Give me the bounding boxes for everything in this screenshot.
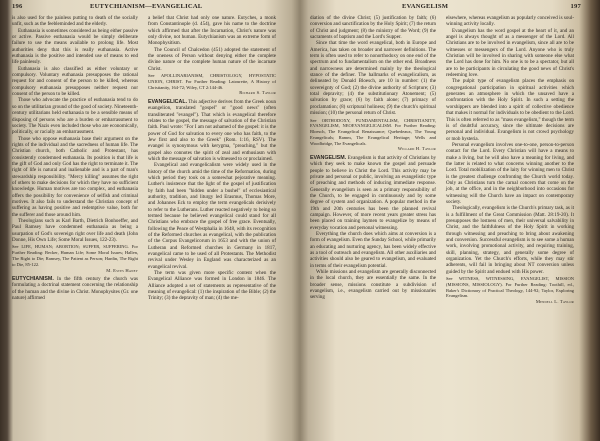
paragraph: elsewhere, whereas evangelism as popularly conceived is soul-winning activity locally. — [446, 15, 574, 28]
author-signature: Willard H. Taylor — [397, 146, 436, 152]
paragraph: Evangelical and evangelicalism were widely used in the history of the church amid the time of the Reformation, during which period they took on a somewhat pejorative meaning. Luther's insistence that the light of the gospel of justification by faith had been "hidden under a bushel" of ecclesiastical authority, tradition, and liturgy led Erasmus, Thomas More, and Johannes Eck to employ the term evangelicals derisively to refer to the Lutherans. Luther reacted negatively to being so termed because he believed evangelical could stand for all Christians who embrace the gospel of free grace. Eventually, following the Peace of Westphalia in 1648, with its recognition of the Reformed churches as evangelical, with the publication of the Corpus Evangelicorum in 1653 and with the union of Lutheran and Reformed churches in Germany in 1817, evangelical came to be used of all Protestants. The Methodist revival under Wesley in England was characterized as an evangelical revival. — [148, 162, 276, 270]
left-column-2 — [148, 15, 276, 302]
paragraph: Everything the church does which aims at conversion is a form of evangelism. Even the Sunday School, while primarily an educating and nurturing agency, has been widely effective as a tool of outreach and evangelism. All other auxiliaries and activities should also be geared to evangelism, and evaluated in terms of their evangelism potential. — [310, 230, 436, 269]
paragraph: Theologically, evangelism is the Church's primary task, as it is a fulfillment of the Great Commission (Matt. 28:19-20). It presupposes the lostness of men, their universal salvability in Christ, and the faithfulness of the Holy Spirit in working through witnessing and preaching to bring about awakening and conversion. Successful evangelism is to see some a human work, involving promotional activity, and requiring training, skill, planning, strategy, and generally some degree of organization. Yet the Church's efforts, while they may stir adherents, will fail in bringing about NT conversion unless guided by the Spirit and endued with His power. — [446, 205, 574, 275]
entry-evangelical — [148, 99, 276, 162]
entry-keyword: EVANGELISM. — [310, 154, 347, 161]
right-page-header — [304, 3, 589, 13]
paragraph: Euthanasia is also classified as either voluntary or compulsory. Voluntary euthanasia presupposes the rational request for and consent of the person to be killed, whereas compulsory euthanasia presupposes neither request nor consent of the person to be killed. — [12, 65, 138, 98]
entry-text: In the fifth century the church was formulating a doctrinal statement concerning the relationship of the human and the divine in Christ. Monophysites (Gr. one nature) affirmed — [12, 275, 138, 301]
entry-keyword: EVANGELICAL. — [148, 98, 188, 105]
entry-text: This adjective derives from the Greek noun euangelion, translated "gospel" or "good news" (often transliterated "evangel"). That which is evangelical therefore relates to the gospel, the message of salvation of the Christian faith. Paul wrote: "For I am not ashamed of the gospel: it is the power of God for salvation to every one who has faith, to the Jew first and also to the Greek" (Rom. 1:16, RSV). The evangel is synonymous with kerygma, "preaching," but the gospel also connotes the spirit of zeal and enthusiasm with which the message of salvation is witnessed to or proclaimed. — [148, 98, 276, 162]
paragraph: a belief that Christ had only one nature. Eutyches, a monk from Constantinople (d. 454), gave his name to the doctrine which affirmed that after the Incarnation, Christ's nature was only divine, not human. Eutychianism was an extreme form of Monophysitism. — [148, 15, 276, 47]
entry-evangelism — [310, 155, 436, 231]
left-column-1 — [12, 15, 138, 301]
paragraph: The Council of Chalcedon (451) adopted the statement of the oneness of Person without denying either the complete divine nature or the complete human nature of the incarnate Christ. — [148, 46, 276, 72]
cross-reference: See APOLLINARIANISM, CHRISTOLOGY, HYPOSTATIC UNION, CHRIST. For Further Reading: Latourette, A History of Christianity, 164-72; Wiley, CT 2:144-46. — [148, 73, 276, 90]
cross-reference: See ORTHODOXY, FUNDAMENTALISM, CHRISTIANITY, EVANGELISM, NEOEVANGELICALISM. For Further Reading: Bloesch, The Evangelical Renaissance; Quebedeaux, The Young Evangelicals; Ramm, The Evangelical Heritage; Wells and Woodbridge, The Evangelicals. — [310, 117, 436, 146]
right-page — [304, 0, 589, 441]
paragraph: Those who advocate the practice of euthanasia tend to do so on the utilitarian ground of the good of society. Nineteenth-century utilitarians held euthanasia to be a sensible means of disposing of persons who are a burden or embarrassment to society. The Nazis even included those who are economically, politically, or racially an embarrassment. — [12, 97, 138, 136]
entry-keyword: EUTYCHIANISM. — [12, 275, 54, 282]
entry-text: Evangelism is that activity of Christians by which they seek to make known the gospel and persuade people to believe in Christ the Lord. This activity may be private and personal or public, involving an evangelistic type of preaching and methods of inducing immediate response. Generally evangelism is seen as a primary responsibility of the Church, to be engaged in continuously and by some degree of system and organization. A popular method in the 19th and 20th centuries has been the planned revival campaign. However, of more recent years greater stress has been placed on training laymen to evangelize by means of everyday vocation and personal witnessing. — [310, 154, 436, 231]
cross-reference: See WITNESS, WITNESSING, EVANGELIST, MISSION (MISSIONS, MISSIOLOGY). For Further Reading: Toothill, ed., Baker's Dictionary of Practical Theology, 144-92; Taylor, Exploring Evangelism. — [446, 276, 574, 299]
paragraph: Theologians such as Karl Barth, Dietrich Bonhoeffer, and Paul Ramsey have condemned euthanasia as being a usurpation of God's sovereign right over life and death (John Donne, His Own Life; Some Moral Issues, 122-23). — [12, 218, 138, 244]
running-head: EVANGELISM — [402, 3, 449, 10]
paragraph: Euthanasia is sometimes considered as being either passive or active. Passive euthanasia would be simply deliberate failure to use the means available to prolong life. Most authorities deny that this is really euthanasia. Active euthanasia is the positive and intended use of means to end life painlessly. — [12, 27, 138, 66]
paragraph: The pulpit type of evangelism places the emphasis on congregational participation in spiritual activities which generates an atmosphere in which the unsaved have a confrontation with the Holy Spirit. In such a setting the worshippers are blended into a spirit of collective obedience that makes it normal for individuals to be obedient to the Lord. This is often referred to as "mass evangelism," though the term is of doubtful accuracy, since the ultimate decisions are personal and individual. Evangelism is not crowd psychology or mob hysteria. — [446, 78, 574, 142]
paragraph: is also used for the painless putting to death of the socially unfit, such as the feebleminded and the elderly. — [12, 15, 138, 28]
page-number: 196 — [12, 3, 23, 10]
page-number: 197 — [570, 3, 581, 10]
paragraph: Evangelism has the word gospel at the heart of it, and an angel is always thought of as a messenger of the Lord. All Christians are to be involved in evangelism, since all are to be witnesses or messengers of the Lord. Anyone who is truly Christian will be involved in sharing with someone else what the Lord has done for him. No one is to be a spectator, but all are to be participants in circulating the good news of Christ's redeeming love. — [446, 27, 574, 79]
running-head: EUTYCHIANISM—EVANGELICAL — [90, 3, 203, 10]
paragraph: Since that time the word evangelical, both in Europe and America, has taken on broader and narrower definitions. The term is often used to refer to nonorthodoxy on one end of the spectrum and to fundamentalism on the other end. Broadness and narrowness are determined mainly by the theological stance of the definer. The hallmarks of evangelicalism, as delineated by Donald Bloesch, are 10 in number: (1) the sovereignty of God; (2) the divine authority of Scripture; (3) total depravity; (4) the substitutionary Atonement; (5) salvation by grace; (6) by faith alone; (7) primacy of proclamation; (8) scriptural holiness; (9) the church's spiritual mission; (10) the personal return of Christ. — [310, 40, 436, 117]
author-signature: M. Estes Haney — [106, 267, 138, 273]
right-column-2 — [446, 15, 574, 306]
paragraph: Those who oppose euthanasia base their argument on the rights of the individual and the sacredness of human life. The Christian church, both Catholic and Protestant, has consistently condemned euthanasia. Its position is that life is the gift of God and only God has the right to terminate it. The right of life is natural and inalienable and is a part of man's stewardship responsibility. "Mercy killing" assumes the right of others to make decisions for which they have no sufficient knowledge. Human motives are too complex, and euthanasia offers the possibility for convenience of selfish and criminal motives. It also fails to understand the Christian concept of suffering as having positive and redemptive value, both for the sufferer and those around him. — [12, 135, 138, 218]
paragraph: While missions and evangelism are generally disconnected in the local church, they are essentially the same. In the broader sense, missions constitute a subdivision of evangelism, i.e., evangelism carried out by missionaries serving — [310, 269, 436, 301]
right-column-1 — [310, 15, 436, 301]
left-page-header — [8, 3, 298, 13]
author-signature: Richard S. Taylor — [239, 90, 276, 96]
paragraph: The term was given more specific content when the Evangelical Alliance was formed in London in 1846. The Alliance adopted a set of statements as representative of the meaning of evangelical: (1) the inspiration of the Bible; (2) the Trinity; (3) the depravity of man; (4) the me- — [148, 270, 276, 302]
paragraph: Personal evangelism involves one-to-one, person-to-person contact for the Lord. Every Christian will have a means to make a living, but he will also have a meaning for living, and the latter is related to what concerns winning another to the Lord. Total mobilization of the laity for winning men to Christ is the greatest challenge confronting the Church world today. Only as Christians turn the carnal concern that come on the job, at the office, and in the neighborhood into occasions for witnessing will the Church have an impact on contemporary society. — [446, 141, 574, 205]
author-signature: Mendell L. Taylor — [535, 299, 574, 305]
entry-eutychianism — [12, 276, 138, 301]
left-page — [8, 0, 298, 441]
cross-reference: See LIFE, HUMAN; ABORTION; SUFFER, SUFFERING. For Further Reading: Becker, Human Life; Some Moral Issues; Hallen, The Right to Die; Ramsey, The Patient as Person; Hardin, The Right to Die, 85-122. — [12, 244, 138, 267]
paragraph: diation of the divine Christ; (5) justification by faith; (6) conversion and sanctification by the Holy Spirit; (7) the return of Christ and judgment; (8) the ministry of the Word; (9) the sacraments of baptism and the Lord's Supper. — [310, 15, 436, 41]
